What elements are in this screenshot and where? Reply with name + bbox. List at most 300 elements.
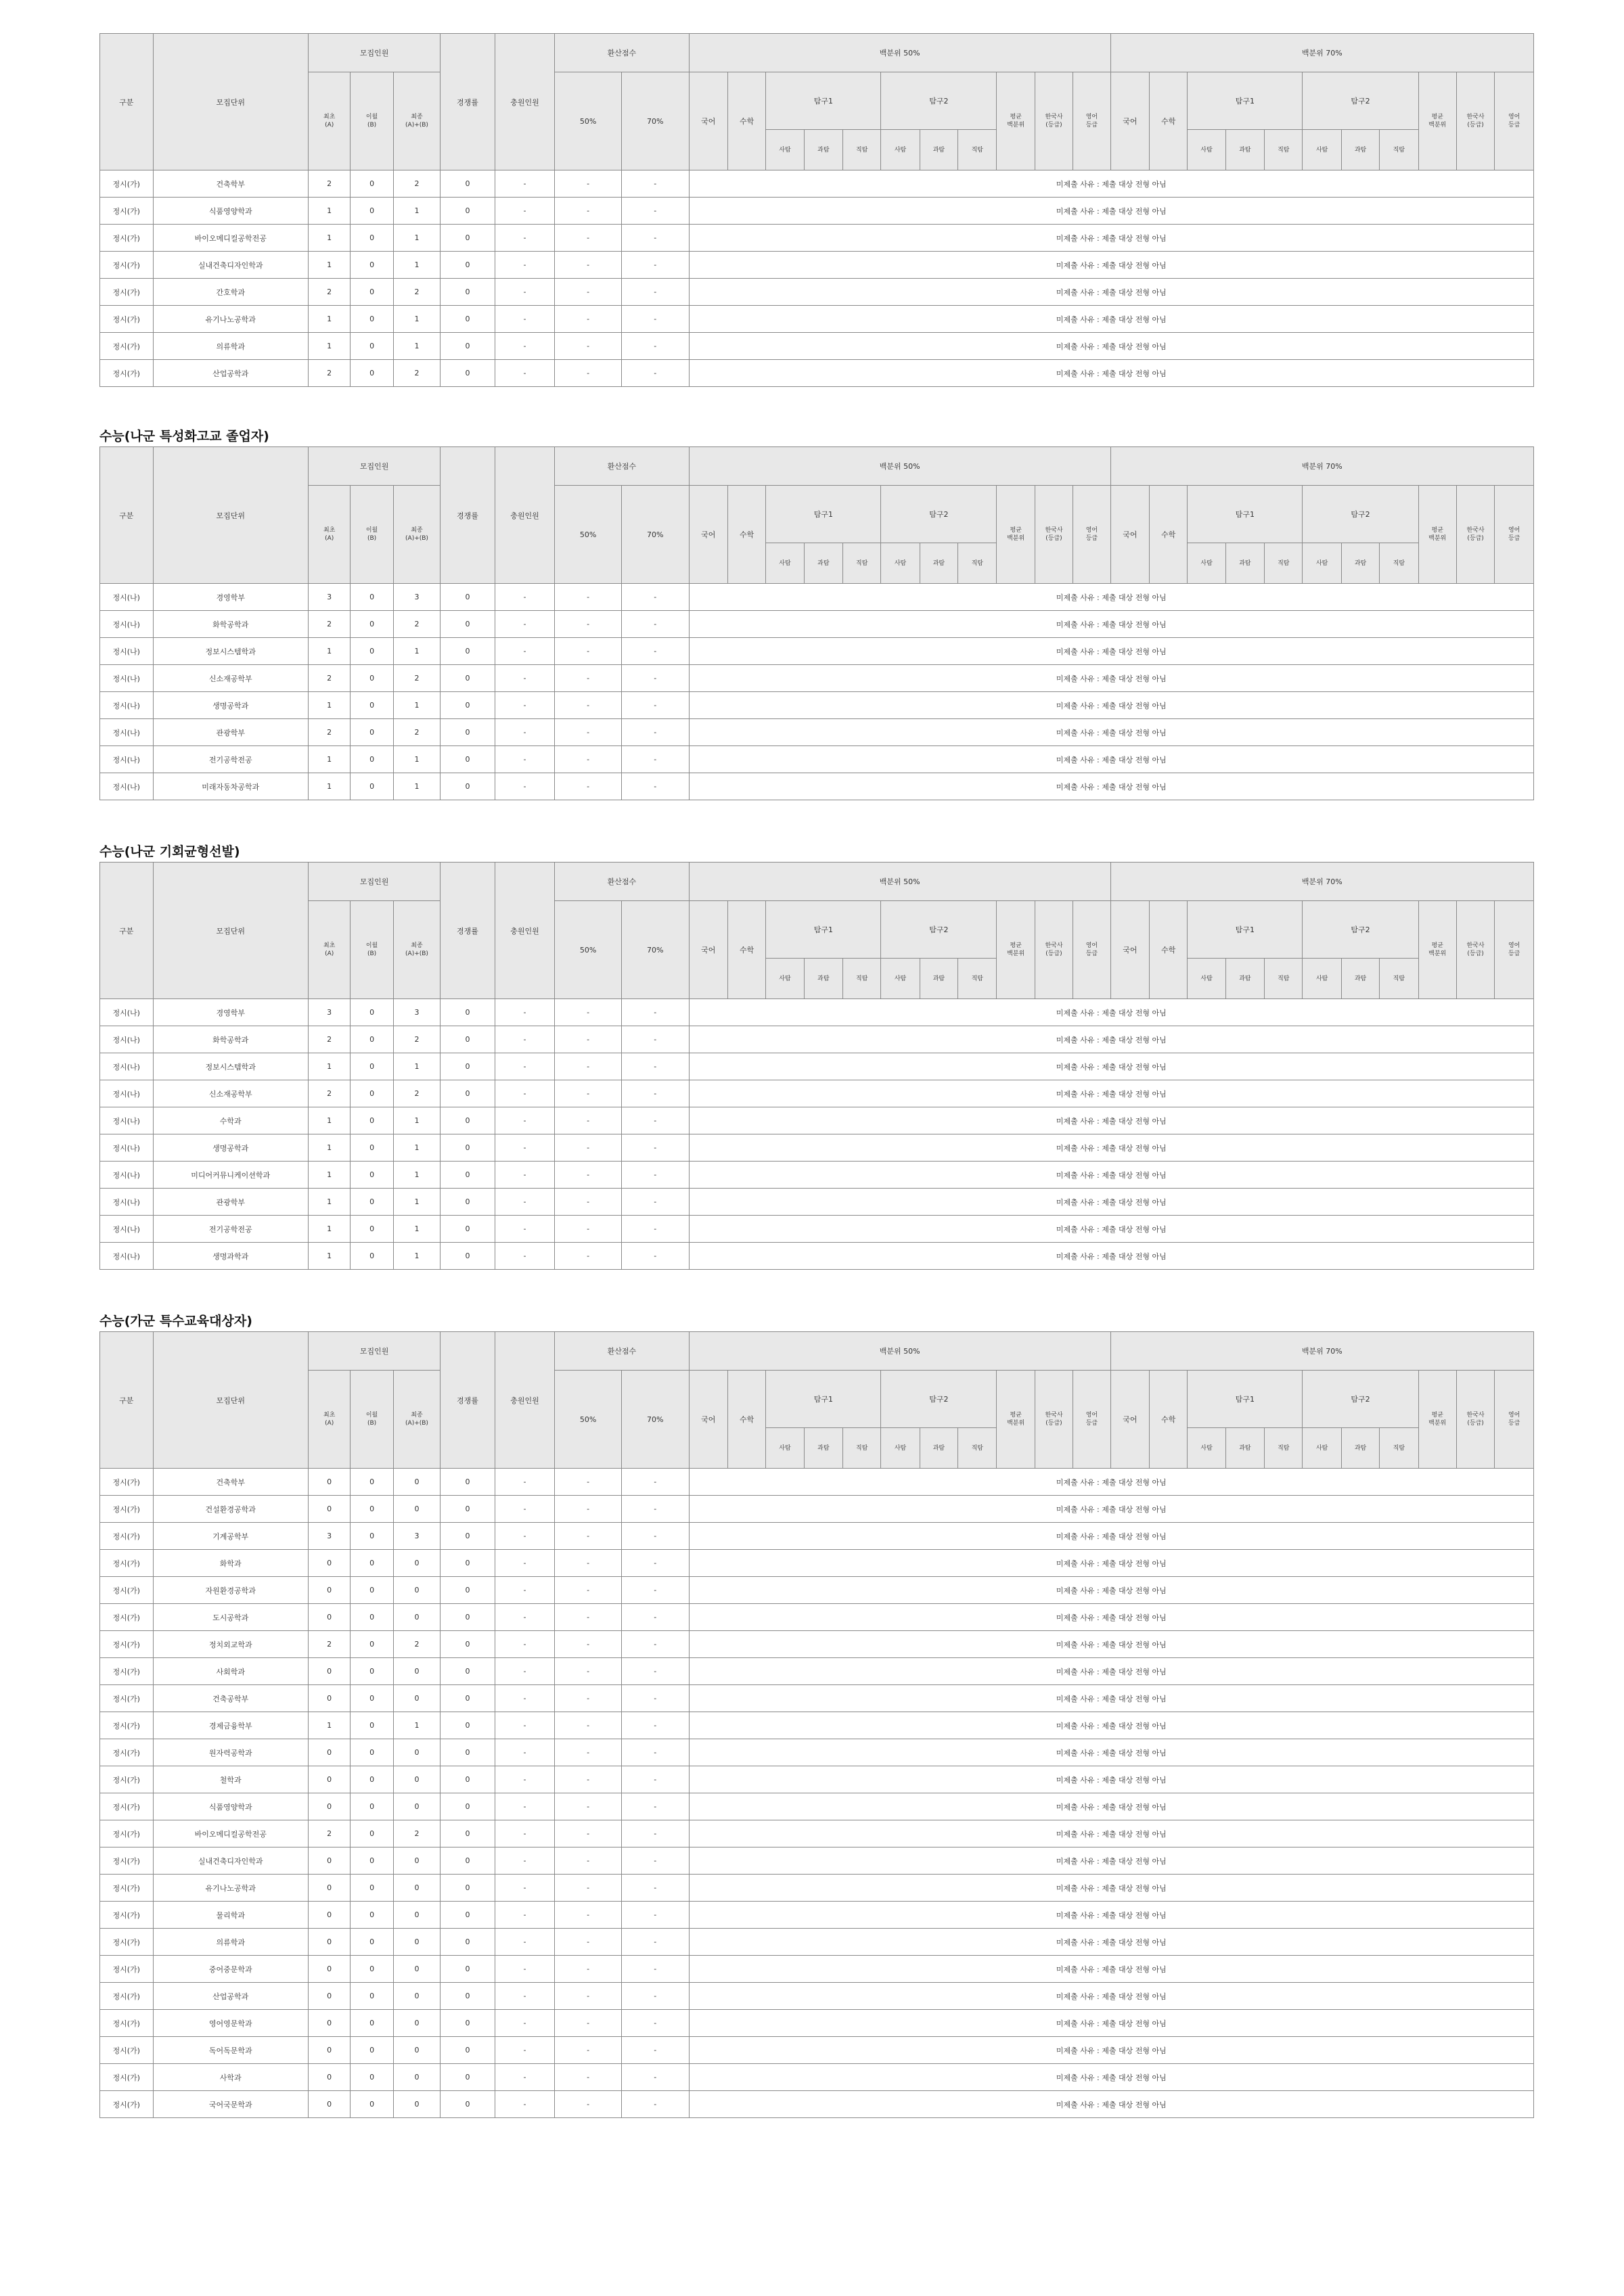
header-history: 한국사 (등급) [1456, 1371, 1494, 1469]
cell-extra: - [495, 584, 555, 611]
cell-initial: 1 [308, 333, 350, 360]
cell-note: 미제출 사유 : 제출 대상 전형 아님 [689, 1685, 1533, 1712]
cell-note: 미제출 사유 : 제출 대상 전형 아님 [689, 1523, 1533, 1550]
cell-final: 0 [393, 1658, 440, 1685]
cell-competition: 0 [441, 2010, 495, 2037]
cell-gubun: 정시(나) [100, 1026, 154, 1053]
cell-unit: 철학과 [153, 1766, 308, 1793]
cell-initial: 2 [308, 1026, 350, 1053]
cell-score-50: - [555, 999, 622, 1026]
cell-score-50: - [555, 333, 622, 360]
cell-final: 2 [393, 279, 440, 306]
cell-transfer: 0 [351, 1793, 393, 1820]
cell-initial: 0 [308, 1577, 350, 1604]
cell-transfer: 0 [351, 999, 393, 1026]
cell-extra: - [495, 1550, 555, 1577]
cell-final: 2 [393, 1026, 440, 1053]
cell-transfer: 0 [351, 1604, 393, 1631]
table-header [100, 447, 1534, 584]
cell-final: 0 [393, 1577, 440, 1604]
cell-gubun: 정시(나) [100, 692, 154, 719]
table-row [100, 1658, 1534, 1685]
header-korean: 국어 [1110, 901, 1149, 999]
cell-gubun: 정시(가) [100, 1550, 154, 1577]
cell-note: 미제출 사유 : 제출 대상 전형 아님 [689, 1080, 1533, 1107]
cell-score-50: - [555, 1604, 622, 1631]
header-social: 사탐 [766, 959, 804, 999]
cell-unit: 실내건축디자인학과 [153, 252, 308, 279]
cell-transfer: 0 [351, 198, 393, 225]
cell-competition: 0 [441, 1983, 495, 2010]
cell-gubun: 정시(가) [100, 1523, 154, 1550]
header-vocational: 직탐 [843, 130, 881, 170]
cell-transfer: 0 [351, 1134, 393, 1162]
cell-transfer: 0 [351, 1053, 393, 1080]
cell-initial: 3 [308, 584, 350, 611]
header-initial: 최초 (A) [308, 486, 350, 584]
cell-transfer: 0 [351, 1902, 393, 1929]
cell-gubun: 정시(나) [100, 1107, 154, 1134]
cell-transfer: 0 [351, 746, 393, 773]
table-row [100, 1216, 1534, 1243]
cell-score-50: - [555, 611, 622, 638]
cell-extra: - [495, 1107, 555, 1134]
cell-unit: 산업공학과 [153, 1983, 308, 2010]
cell-score-70: - [621, 665, 689, 692]
table-row [100, 638, 1534, 665]
header-inquiry1: 탐구1 [766, 1371, 881, 1428]
cell-final: 1 [393, 773, 440, 800]
header-history: 한국사 (등급) [1035, 72, 1073, 170]
cell-final: 2 [393, 611, 440, 638]
header-english: 영어 등급 [1495, 1371, 1534, 1469]
header-competition: 경쟁률 [441, 447, 495, 584]
cell-gubun: 정시(가) [100, 1658, 154, 1685]
cell-transfer: 0 [351, 360, 393, 387]
cell-extra: - [495, 719, 555, 746]
header-unit: 모집단위 [153, 863, 308, 999]
cell-final: 0 [393, 2091, 440, 2118]
header-korean: 국어 [689, 901, 727, 999]
cell-initial: 1 [308, 1216, 350, 1243]
cell-competition: 0 [441, 1026, 495, 1053]
header-social: 사탐 [1303, 543, 1341, 584]
cell-transfer: 0 [351, 1820, 393, 1847]
cell-note: 미제출 사유 : 제출 대상 전형 아님 [689, 1983, 1533, 2010]
cell-competition: 0 [441, 360, 495, 387]
cell-transfer: 0 [351, 665, 393, 692]
cell-unit: 경영학부 [153, 999, 308, 1026]
cell-note: 미제출 사유 : 제출 대상 전형 아님 [689, 1550, 1533, 1577]
cell-note: 미제출 사유 : 제출 대상 전형 아님 [689, 306, 1533, 333]
cell-unit: 중어중문학과 [153, 1956, 308, 1983]
cell-unit: 경제금융학부 [153, 1712, 308, 1739]
cell-competition: 0 [441, 1685, 495, 1712]
header-transfer: 이월 (B) [351, 901, 393, 999]
cell-score-50: - [555, 692, 622, 719]
cell-note: 미제출 사유 : 제출 대상 전형 아님 [689, 1631, 1533, 1658]
cell-gubun: 정시(가) [100, 1820, 154, 1847]
cell-initial: 2 [308, 1080, 350, 1107]
table-row [100, 1902, 1534, 1929]
cell-final: 0 [393, 1929, 440, 1956]
header-english: 영어 등급 [1073, 486, 1111, 584]
cell-note: 미제출 사유 : 제출 대상 전형 아님 [689, 773, 1533, 800]
cell-competition: 0 [441, 1080, 495, 1107]
cell-final: 0 [393, 1496, 440, 1523]
header-p70: 70% [621, 486, 689, 584]
header-vocational: 직탐 [843, 959, 881, 999]
cell-score-70: - [621, 1793, 689, 1820]
header-competition: 경쟁률 [441, 1332, 495, 1469]
cell-unit: 미디어커뮤니케이션학과 [153, 1162, 308, 1189]
cell-transfer: 0 [351, 1107, 393, 1134]
cell-score-50: - [555, 1053, 622, 1080]
cell-unit: 바이오메디컬공학전공 [153, 1820, 308, 1847]
cell-score-50: - [555, 1577, 622, 1604]
admission-table [99, 862, 1534, 1270]
cell-transfer: 0 [351, 333, 393, 360]
cell-extra: - [495, 1712, 555, 1739]
header-unit: 모집단위 [153, 1332, 308, 1469]
table-row [100, 1739, 1534, 1766]
cell-unit: 건설환경공학과 [153, 1496, 308, 1523]
cell-final: 1 [393, 1162, 440, 1189]
section-title: 수능(나군 기회균형선발) [99, 844, 240, 859]
header-final: 최종 (A)+(B) [393, 1371, 440, 1469]
cell-transfer: 0 [351, 252, 393, 279]
cell-final: 0 [393, 1956, 440, 1983]
header-avg: 평균 백분위 [1418, 901, 1456, 999]
cell-unit: 기계공학부 [153, 1523, 308, 1550]
cell-extra: - [495, 1875, 555, 1902]
cell-unit: 관광학부 [153, 1189, 308, 1216]
cell-initial: 1 [308, 1243, 350, 1270]
cell-note: 미제출 사유 : 제출 대상 전형 아님 [689, 1026, 1533, 1053]
cell-competition: 0 [441, 2064, 495, 2091]
header-social: 사탐 [1188, 959, 1225, 999]
cell-note: 미제출 사유 : 제출 대상 전형 아님 [689, 1712, 1533, 1739]
table-row [100, 2037, 1534, 2064]
cell-transfer: 0 [351, 170, 393, 198]
cell-final: 2 [393, 1631, 440, 1658]
cell-extra: - [495, 1631, 555, 1658]
cell-transfer: 0 [351, 1766, 393, 1793]
header-inquiry1: 탐구1 [1188, 72, 1303, 130]
header-math: 수학 [1150, 1371, 1188, 1469]
cell-unit: 산업공학과 [153, 360, 308, 387]
cell-competition: 0 [441, 1712, 495, 1739]
cell-gubun: 정시(가) [100, 1631, 154, 1658]
cell-score-50: - [555, 638, 622, 665]
cell-transfer: 0 [351, 1631, 393, 1658]
cell-competition: 0 [441, 773, 495, 800]
cell-score-70: - [621, 1496, 689, 1523]
admission-table [99, 446, 1534, 800]
cell-unit: 바이오메디컬공학전공 [153, 225, 308, 252]
cell-competition: 0 [441, 1739, 495, 1766]
cell-score-50: - [555, 746, 622, 773]
table-row [100, 333, 1534, 360]
cell-final: 1 [393, 225, 440, 252]
cell-extra: - [495, 1189, 555, 1216]
cell-score-50: - [555, 1956, 622, 1983]
cell-competition: 0 [441, 1793, 495, 1820]
cell-initial: 0 [308, 1847, 350, 1875]
cell-score-70: - [621, 1026, 689, 1053]
cell-competition: 0 [441, 1658, 495, 1685]
header-science: 과탐 [804, 543, 842, 584]
header-inquiry2: 탐구2 [1303, 486, 1418, 543]
cell-gubun: 정시(가) [100, 1496, 154, 1523]
header-extra: 충원인원 [495, 863, 555, 999]
cell-gubun: 정시(가) [100, 1956, 154, 1983]
cell-unit: 사회학과 [153, 1658, 308, 1685]
cell-extra: - [495, 1983, 555, 2010]
cell-gubun: 정시(나) [100, 1243, 154, 1270]
header-science: 과탐 [920, 130, 957, 170]
cell-score-50: - [555, 279, 622, 306]
cell-final: 0 [393, 1875, 440, 1902]
cell-initial: 0 [308, 1739, 350, 1766]
cell-score-50: - [555, 1793, 622, 1820]
cell-note: 미제출 사유 : 제출 대상 전형 아님 [689, 1929, 1533, 1956]
cell-score-70: - [621, 279, 689, 306]
cell-competition: 0 [441, 1929, 495, 1956]
header-unit: 모집단위 [153, 34, 308, 170]
cell-extra: - [495, 198, 555, 225]
table-row [100, 252, 1534, 279]
cell-transfer: 0 [351, 1550, 393, 1577]
cell-gubun: 정시(가) [100, 2010, 154, 2037]
header-inquiry2: 탐구2 [1303, 72, 1418, 130]
cell-score-70: - [621, 1216, 689, 1243]
cell-initial: 1 [308, 252, 350, 279]
cell-final: 0 [393, 1793, 440, 1820]
cell-extra: - [495, 746, 555, 773]
table-row [100, 1956, 1534, 1983]
cell-gubun: 정시(가) [100, 333, 154, 360]
cell-initial: 1 [308, 1189, 350, 1216]
cell-score-50: - [555, 1847, 622, 1875]
cell-note: 미제출 사유 : 제출 대상 전형 아님 [689, 638, 1533, 665]
cell-final: 1 [393, 638, 440, 665]
cell-final: 1 [393, 1107, 440, 1134]
table-row [100, 1107, 1534, 1134]
cell-competition: 0 [441, 1053, 495, 1080]
table-row [100, 1550, 1534, 1577]
cell-note: 미제출 사유 : 제출 대상 전형 아님 [689, 1243, 1533, 1270]
admission-section-0 [99, 33, 1534, 387]
cell-initial: 2 [308, 1820, 350, 1847]
table-row [100, 584, 1534, 611]
header-social: 사탐 [1188, 1428, 1225, 1469]
header-final: 최종 (A)+(B) [393, 72, 440, 170]
cell-gubun: 정시(나) [100, 638, 154, 665]
cell-unit: 정보시스템학과 [153, 638, 308, 665]
cell-initial: 0 [308, 2010, 350, 2037]
cell-initial: 0 [308, 2091, 350, 2118]
cell-transfer: 0 [351, 584, 393, 611]
cell-gubun: 정시(나) [100, 1080, 154, 1107]
cell-extra: - [495, 1820, 555, 1847]
table-row [100, 1820, 1534, 1847]
cell-unit: 유기나노공학과 [153, 306, 308, 333]
cell-score-70: - [621, 2010, 689, 2037]
cell-score-50: - [555, 1902, 622, 1929]
table-row [100, 692, 1534, 719]
cell-competition: 0 [441, 746, 495, 773]
header-science: 과탐 [920, 543, 957, 584]
cell-score-50: - [555, 1496, 622, 1523]
admission-table [99, 33, 1534, 387]
cell-unit: 원자력공학과 [153, 1739, 308, 1766]
cell-extra: - [495, 1956, 555, 1983]
header-avg: 평균 백분위 [997, 486, 1035, 584]
cell-competition: 0 [441, 1469, 495, 1496]
cell-initial: 0 [308, 1956, 350, 1983]
cell-note: 미제출 사유 : 제출 대상 전형 아님 [689, 999, 1533, 1026]
cell-final: 2 [393, 1820, 440, 1847]
cell-extra: - [495, 1739, 555, 1766]
header-vocational: 직탐 [1380, 543, 1418, 584]
cell-unit: 건축공학부 [153, 1685, 308, 1712]
table-row [100, 1929, 1534, 1956]
cell-final: 0 [393, 1550, 440, 1577]
cell-competition: 0 [441, 1189, 495, 1216]
header-science: 과탐 [1225, 959, 1264, 999]
cell-competition: 0 [441, 2037, 495, 2064]
cell-competition: 0 [441, 333, 495, 360]
header-social: 사탐 [881, 959, 920, 999]
cell-final: 2 [393, 170, 440, 198]
cell-note: 미제출 사유 : 제출 대상 전형 아님 [689, 1053, 1533, 1080]
header-history: 한국사 (등급) [1035, 1371, 1073, 1469]
table-body [100, 1469, 1534, 2118]
cell-gubun: 정시(가) [100, 1983, 154, 2010]
cell-score-70: - [621, 773, 689, 800]
cell-transfer: 0 [351, 2091, 393, 2118]
cell-score-70: - [621, 1162, 689, 1189]
cell-gubun: 정시(가) [100, 1766, 154, 1793]
table-row [100, 773, 1534, 800]
cell-initial: 0 [308, 1685, 350, 1712]
admission-section-1 [99, 426, 1534, 800]
cell-score-70: - [621, 1469, 689, 1496]
cell-unit: 건축학부 [153, 1469, 308, 1496]
cell-initial: 2 [308, 611, 350, 638]
header-gubun: 구분 [100, 34, 154, 170]
cell-extra: - [495, 333, 555, 360]
cell-note: 미제출 사유 : 제출 대상 전형 아님 [689, 1134, 1533, 1162]
cell-transfer: 0 [351, 692, 393, 719]
table-row [100, 1496, 1534, 1523]
cell-transfer: 0 [351, 225, 393, 252]
cell-note: 미제출 사유 : 제출 대상 전형 아님 [689, 1766, 1533, 1793]
cell-score-70: - [621, 746, 689, 773]
cell-extra: - [495, 2037, 555, 2064]
table-row [100, 1189, 1534, 1216]
cell-competition: 0 [441, 198, 495, 225]
cell-note: 미제출 사유 : 제출 대상 전형 아님 [689, 360, 1533, 387]
cell-transfer: 0 [351, 1658, 393, 1685]
cell-extra: - [495, 999, 555, 1026]
cell-transfer: 0 [351, 1243, 393, 1270]
cell-unit: 화학공학과 [153, 611, 308, 638]
cell-extra: - [495, 1523, 555, 1550]
cell-transfer: 0 [351, 1523, 393, 1550]
table-row [100, 1875, 1534, 1902]
cell-unit: 자원환경공학과 [153, 1577, 308, 1604]
cell-score-50: - [555, 360, 622, 387]
cell-final: 1 [393, 746, 440, 773]
cell-competition: 0 [441, 1134, 495, 1162]
header-science: 과탐 [804, 130, 842, 170]
cell-gubun: 정시(나) [100, 665, 154, 692]
header-inquiry1: 탐구1 [1188, 1371, 1303, 1428]
cell-score-70: - [621, 1983, 689, 2010]
cell-score-70: - [621, 1604, 689, 1631]
header-pct70: 백분위 70% [1110, 34, 1533, 72]
table-row [100, 1847, 1534, 1875]
cell-initial: 1 [308, 638, 350, 665]
cell-extra: - [495, 360, 555, 387]
cell-score-50: - [555, 1243, 622, 1270]
cell-final: 1 [393, 1189, 440, 1216]
cell-note: 미제출 사유 : 제출 대상 전형 아님 [689, 198, 1533, 225]
cell-extra: - [495, 1847, 555, 1875]
cell-initial: 2 [308, 719, 350, 746]
cell-score-50: - [555, 1739, 622, 1766]
cell-transfer: 0 [351, 1162, 393, 1189]
table-row [100, 1793, 1534, 1820]
header-pct50: 백분위 50% [689, 863, 1110, 901]
cell-competition: 0 [441, 1847, 495, 1875]
cell-score-50: - [555, 1929, 622, 1956]
cell-score-50: - [555, 1631, 622, 1658]
header-social: 사탐 [1188, 130, 1225, 170]
cell-final: 0 [393, 2064, 440, 2091]
cell-score-70: - [621, 1134, 689, 1162]
cell-unit: 실내건축디자인학과 [153, 1847, 308, 1875]
header-inquiry2: 탐구2 [1303, 901, 1418, 959]
cell-transfer: 0 [351, 1956, 393, 1983]
cell-score-50: - [555, 225, 622, 252]
cell-gubun: 정시(가) [100, 1712, 154, 1739]
cell-unit: 영어영문학과 [153, 2010, 308, 2037]
cell-gubun: 정시(나) [100, 584, 154, 611]
table-row [100, 719, 1534, 746]
table-row [100, 1631, 1534, 1658]
header-transfer: 이월 (B) [351, 486, 393, 584]
cell-gubun: 정시(가) [100, 225, 154, 252]
cell-score-70: - [621, 1875, 689, 1902]
cell-score-70: - [621, 1243, 689, 1270]
cell-transfer: 0 [351, 638, 393, 665]
header-social: 사탐 [881, 543, 920, 584]
cell-extra: - [495, 1658, 555, 1685]
header-korean: 국어 [689, 486, 727, 584]
header-competition: 경쟁률 [441, 34, 495, 170]
cell-final: 3 [393, 1523, 440, 1550]
table-row [100, 1469, 1534, 1496]
cell-gubun: 정시(가) [100, 279, 154, 306]
cell-score-70: - [621, 306, 689, 333]
cell-score-50: - [555, 1550, 622, 1577]
cell-note: 미제출 사유 : 제출 대상 전형 아님 [689, 1875, 1533, 1902]
cell-extra: - [495, 1604, 555, 1631]
cell-competition: 0 [441, 719, 495, 746]
